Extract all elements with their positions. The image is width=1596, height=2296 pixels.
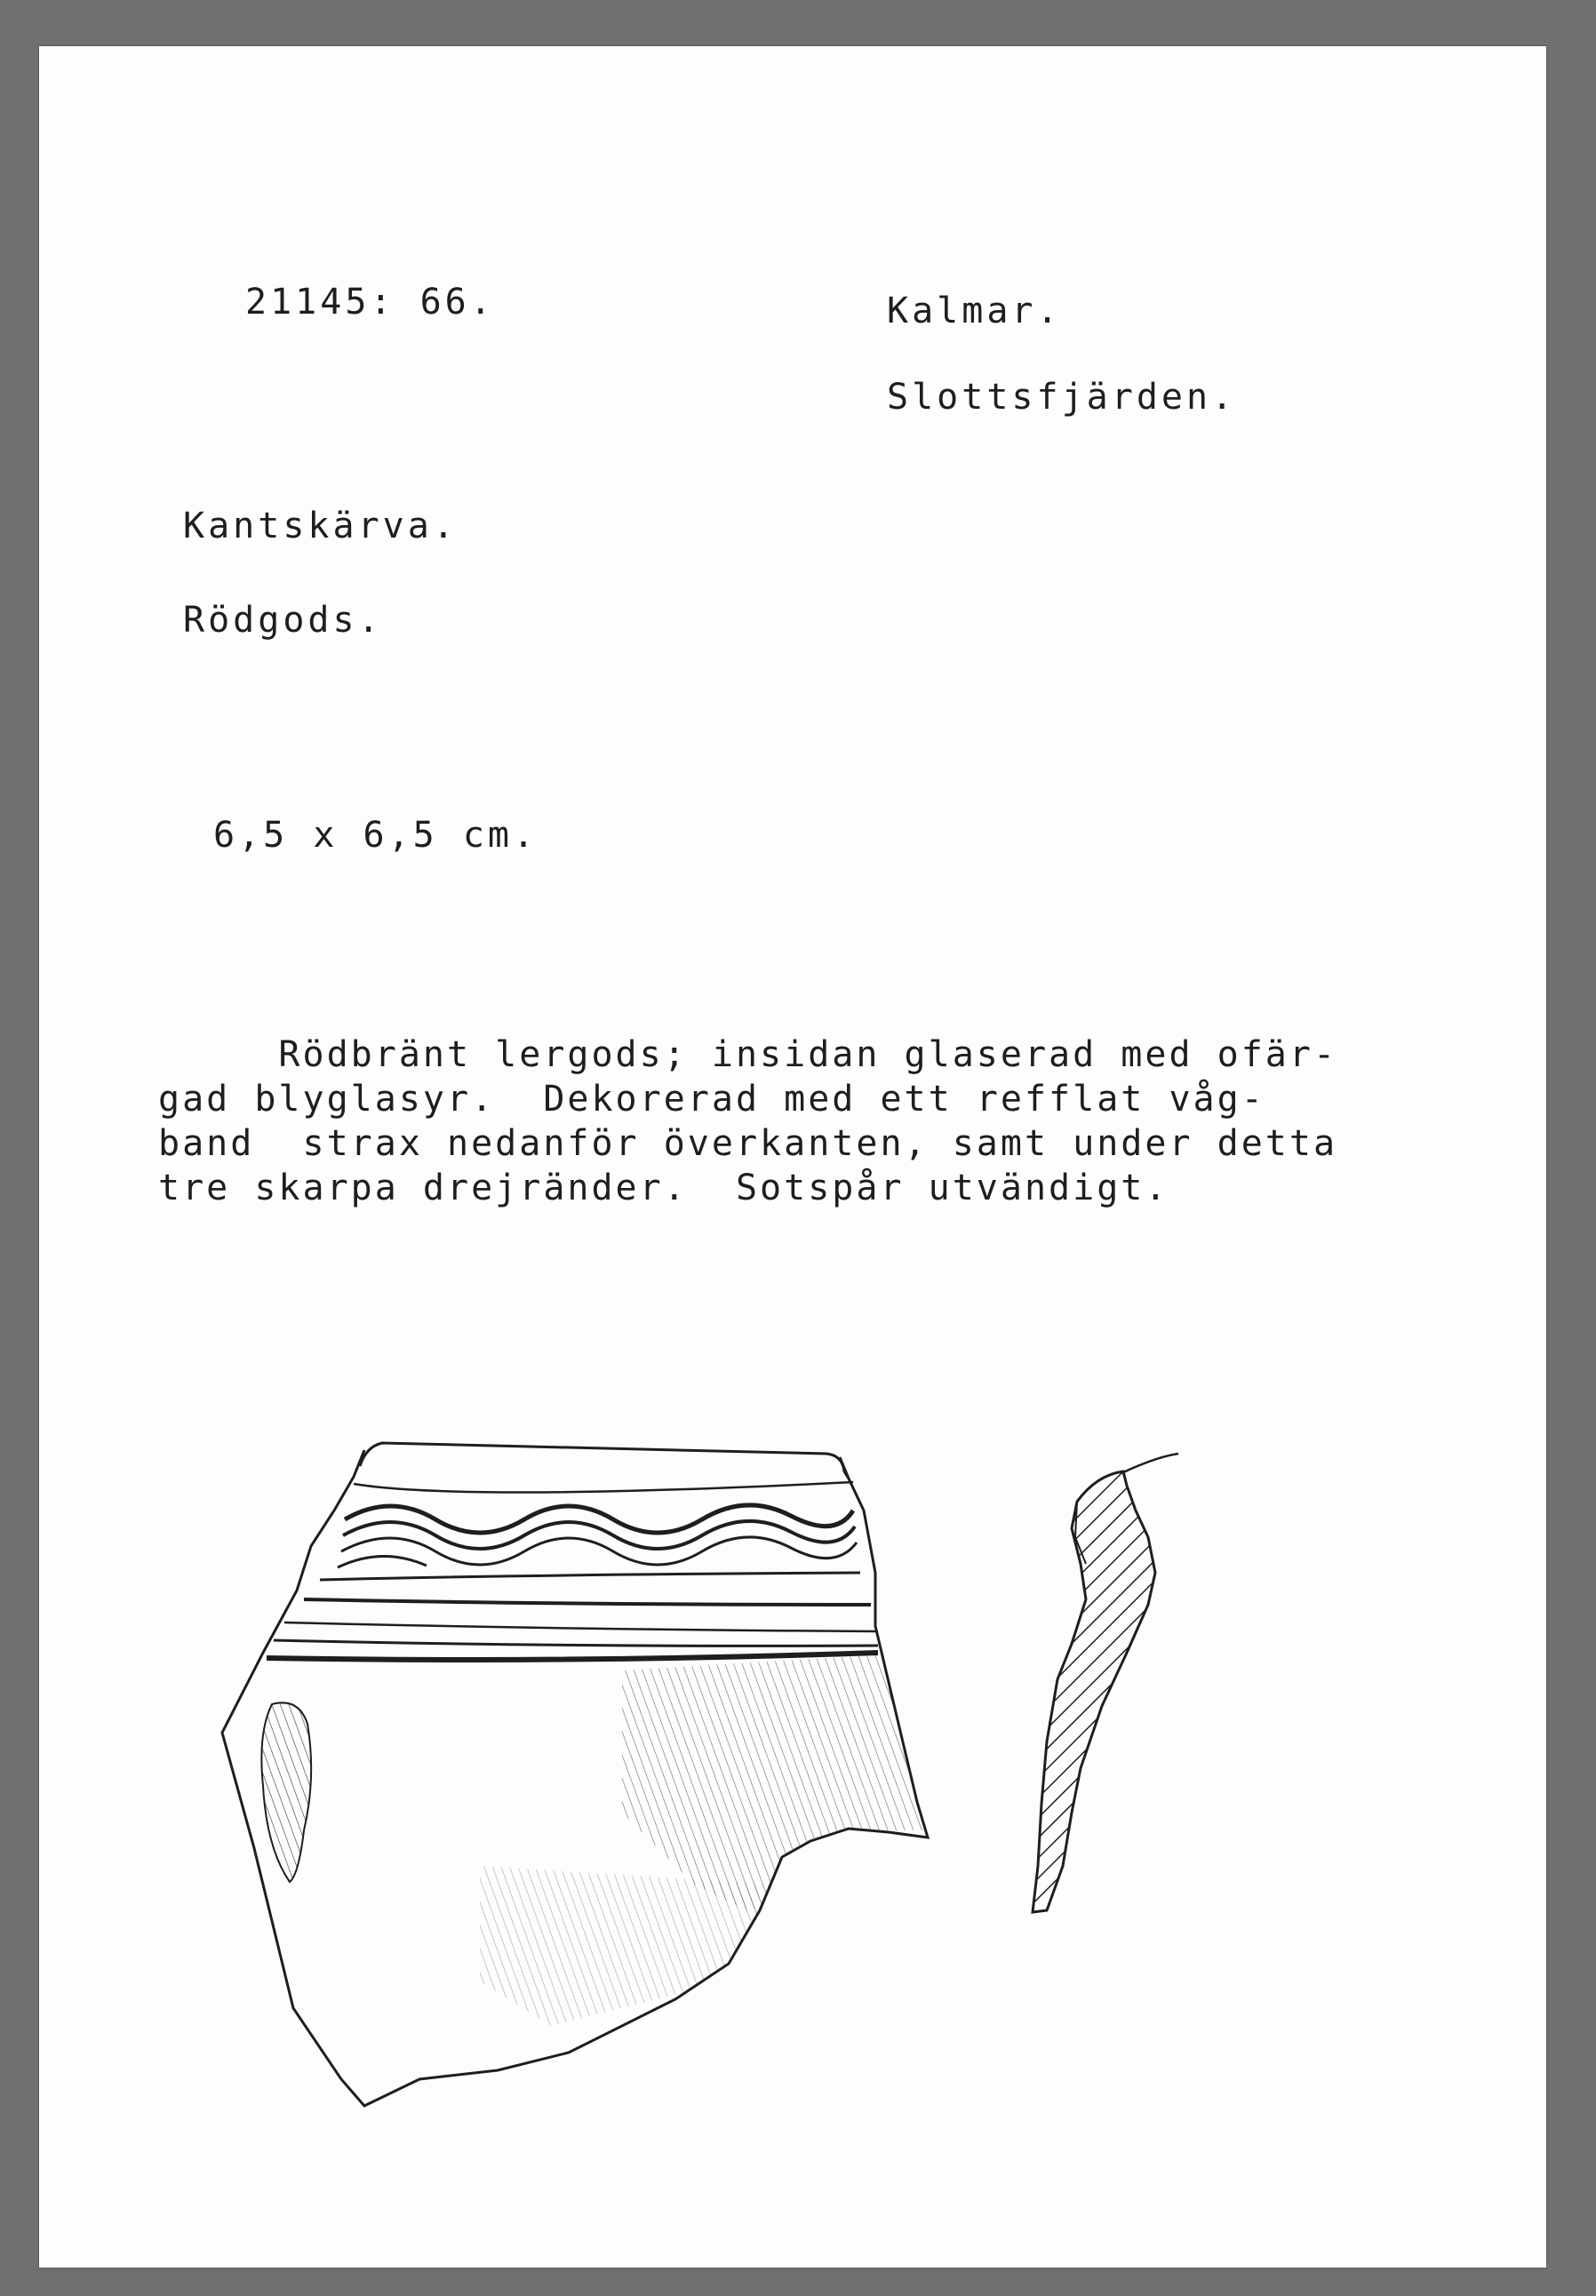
- sherd-exterior-view: [222, 1443, 928, 2106]
- catalog-number: 21145: 66.: [245, 282, 495, 323]
- place-name: Kalmar.: [887, 291, 1062, 331]
- object-type: Kantskärva.: [183, 506, 458, 546]
- sherd-cross-section: [1033, 1454, 1178, 1912]
- site-name: Slottsfjärden.: [887, 377, 1237, 418]
- description-line: gad blyglasyr. Dekorerad med ett refflat våg-: [158, 1079, 1265, 1120]
- dimensions: 6,5 x 6,5 cm.: [213, 815, 539, 856]
- description-line: Rödbränt lergods; insidan glaserad med ofär-: [158, 1034, 1338, 1075]
- description-line: band strax nedanför överkanten, samt under detta: [158, 1123, 1338, 1164]
- description-line: tre skarpa drejränder. Sotspår utvändigt.: [158, 1168, 1169, 1208]
- material: Rödgods.: [183, 600, 383, 641]
